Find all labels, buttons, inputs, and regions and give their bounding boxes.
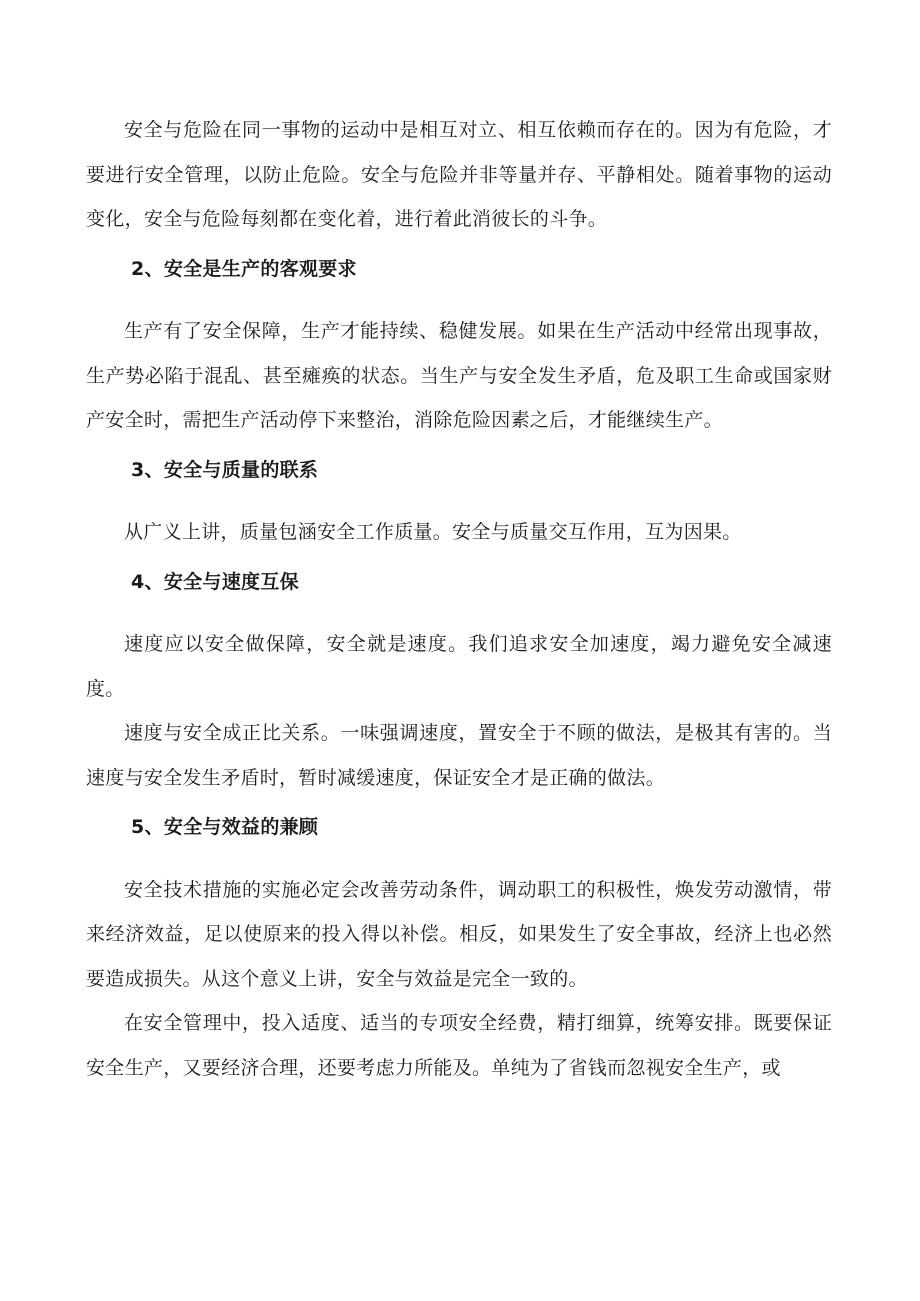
section-heading-5: 5、安全与效益的兼顾 (131, 816, 319, 838)
paragraph-intro: 安全与危险在同一事物的运动中是相互对立、相互依赖而存在的。因为有危险，才要进行安全管理，以防止危险。安全与危险并非等量并存、平静相处。随着事物的运动变化，安全与危险每刻都在变化着，进行着此消彼长的斗争。 (86, 119, 832, 230)
paragraph-benefit-1: 安全技术措施的实施必定会改善劳动条件，调动职工的积极性，焕发劳动激情，带来经济效益，足以使原来的投入得以补偿。相反，如果发生了安全事故，经济上也必然要造成损失。从这个意义上讲，安全与效益是完全一致的。 (86, 878, 832, 990)
paragraph-benefit-2: 在安全管理中，投入适度、适当的专项安全经费，精打细算，统筹安排。既要保证安全生产，又要经济合理，还要考虑力所能及。单纯为了省钱而忽视安全生产，或 (86, 1012, 832, 1079)
section-heading-2: 2、安全是生产的客观要求 (131, 257, 357, 280)
section-heading-4: 4、安全与速度互保 (131, 570, 299, 593)
paragraph-safety-quality: 从广义上讲，质量包涵安全工作质量。安全与质量交互作用，互为因果。 (124, 521, 742, 543)
paragraph-safety-production: 生产有了安全保障，生产才能持续、稳健发展。如果在生产活动中经常出现事故，生产势必陷于混乱、甚至瘫痪的状态。当生产与安全发生矛盾，危及职工生命或国家财产安全时，需把生产活动停下来整治，消除危险因素之后，才能继续生产。 (86, 320, 832, 431)
paragraph-speed-1: 速度应以安全做保障，安全就是速度。我们追求安全加速度，竭力避免安全减速度。 (86, 633, 832, 700)
paragraph-speed-2: 速度与安全成正比关系。一味强调速度，置安全于不顾的做法，是极其有害的。当速度与安全发生矛盾时，暂时减缓速度，保证安全才是正确的做法。 (86, 722, 832, 789)
section-heading-3: 3、安全与质量的联系 (131, 458, 319, 481)
